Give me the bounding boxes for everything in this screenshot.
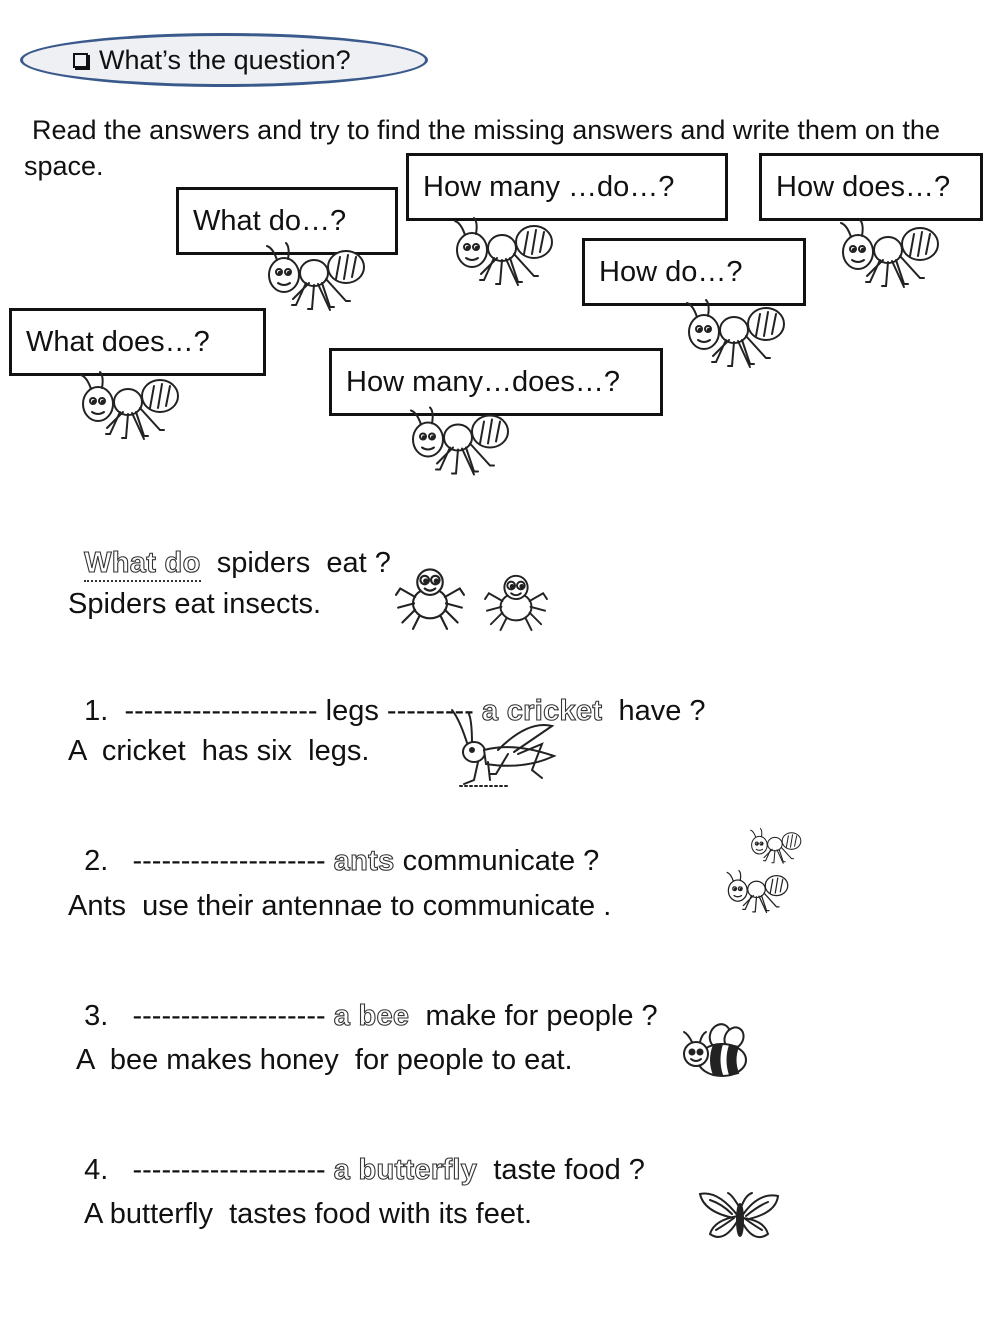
question-subject: a cricket	[481, 695, 603, 727]
ant-icon	[262, 243, 374, 318]
butterfly-icon	[698, 1190, 780, 1248]
question-2	[68, 812, 599, 878]
question-box-label: What do…?	[193, 204, 347, 237]
ant-icon	[836, 220, 948, 295]
answer-blank[interactable]: --------------------	[132, 845, 326, 877]
question-subject: a bee	[333, 1000, 410, 1032]
answer-blank[interactable]: ---------	[386, 695, 474, 727]
question-box-what-does	[9, 308, 266, 376]
instruction-text: Read the answers and try to find the missing answers and write them on the space.	[24, 115, 940, 181]
spider-icon	[395, 563, 465, 631]
question-4	[68, 1121, 645, 1187]
example-answer: Spiders eat insects.	[68, 588, 322, 620]
ant-icon	[682, 300, 794, 375]
spider-icon	[483, 570, 549, 632]
ant-icon	[748, 826, 806, 870]
question-rest: taste food ?	[493, 1154, 645, 1186]
page-title: What’s the question?	[99, 44, 351, 75]
example-question-rest: spiders eat ?	[216, 547, 391, 579]
answer-blank[interactable]: --------------------	[132, 1000, 326, 1032]
question-box-label: How does…?	[776, 170, 951, 203]
answer-blank[interactable]: --------------------	[132, 1154, 326, 1186]
question-box-label: How many …do…?	[423, 170, 675, 203]
title-banner	[20, 33, 428, 87]
question-rest: have ?	[618, 695, 706, 727]
ant-icon	[76, 372, 188, 447]
example-answer-filled: What do	[84, 547, 200, 582]
ant-icon	[406, 405, 518, 485]
cricket-icon	[448, 706, 564, 792]
question-box-how-do	[582, 238, 806, 306]
question-box-label: What does…?	[26, 325, 210, 358]
question-3	[68, 967, 658, 1033]
item-number: 2.	[84, 845, 109, 877]
answer-4: A butterfly tastes food with its feet.	[84, 1198, 533, 1230]
question-1	[68, 662, 706, 728]
question-box-label: How many…does…?	[346, 365, 620, 398]
answer-blank[interactable]: --------------------	[124, 695, 318, 727]
answer-3: A bee makes honey for people to eat.	[76, 1044, 573, 1076]
question-box-how-many-do	[406, 153, 728, 221]
item-number: 3.	[84, 1000, 109, 1032]
ant-icon	[724, 868, 794, 920]
question-rest: communicate ?	[402, 845, 600, 877]
question-subject: a butterfly	[333, 1154, 478, 1186]
item-number: 4.	[84, 1154, 109, 1186]
example-question	[68, 514, 391, 580]
question-box-label: How do…?	[599, 255, 743, 288]
answer-2: Ants use their antennae to communicate .	[68, 890, 612, 922]
question-subject: ants	[333, 845, 395, 877]
answer-1: A cricket has six legs.	[68, 735, 370, 767]
bee-icon	[680, 1022, 750, 1082]
item-number: 1.	[84, 695, 109, 727]
checkbox-icon[interactable]	[73, 53, 88, 68]
question-rest: make for people ?	[425, 1000, 658, 1032]
question-word: legs	[325, 695, 379, 727]
ant-icon	[450, 218, 562, 293]
question-box-how-does	[759, 153, 983, 221]
